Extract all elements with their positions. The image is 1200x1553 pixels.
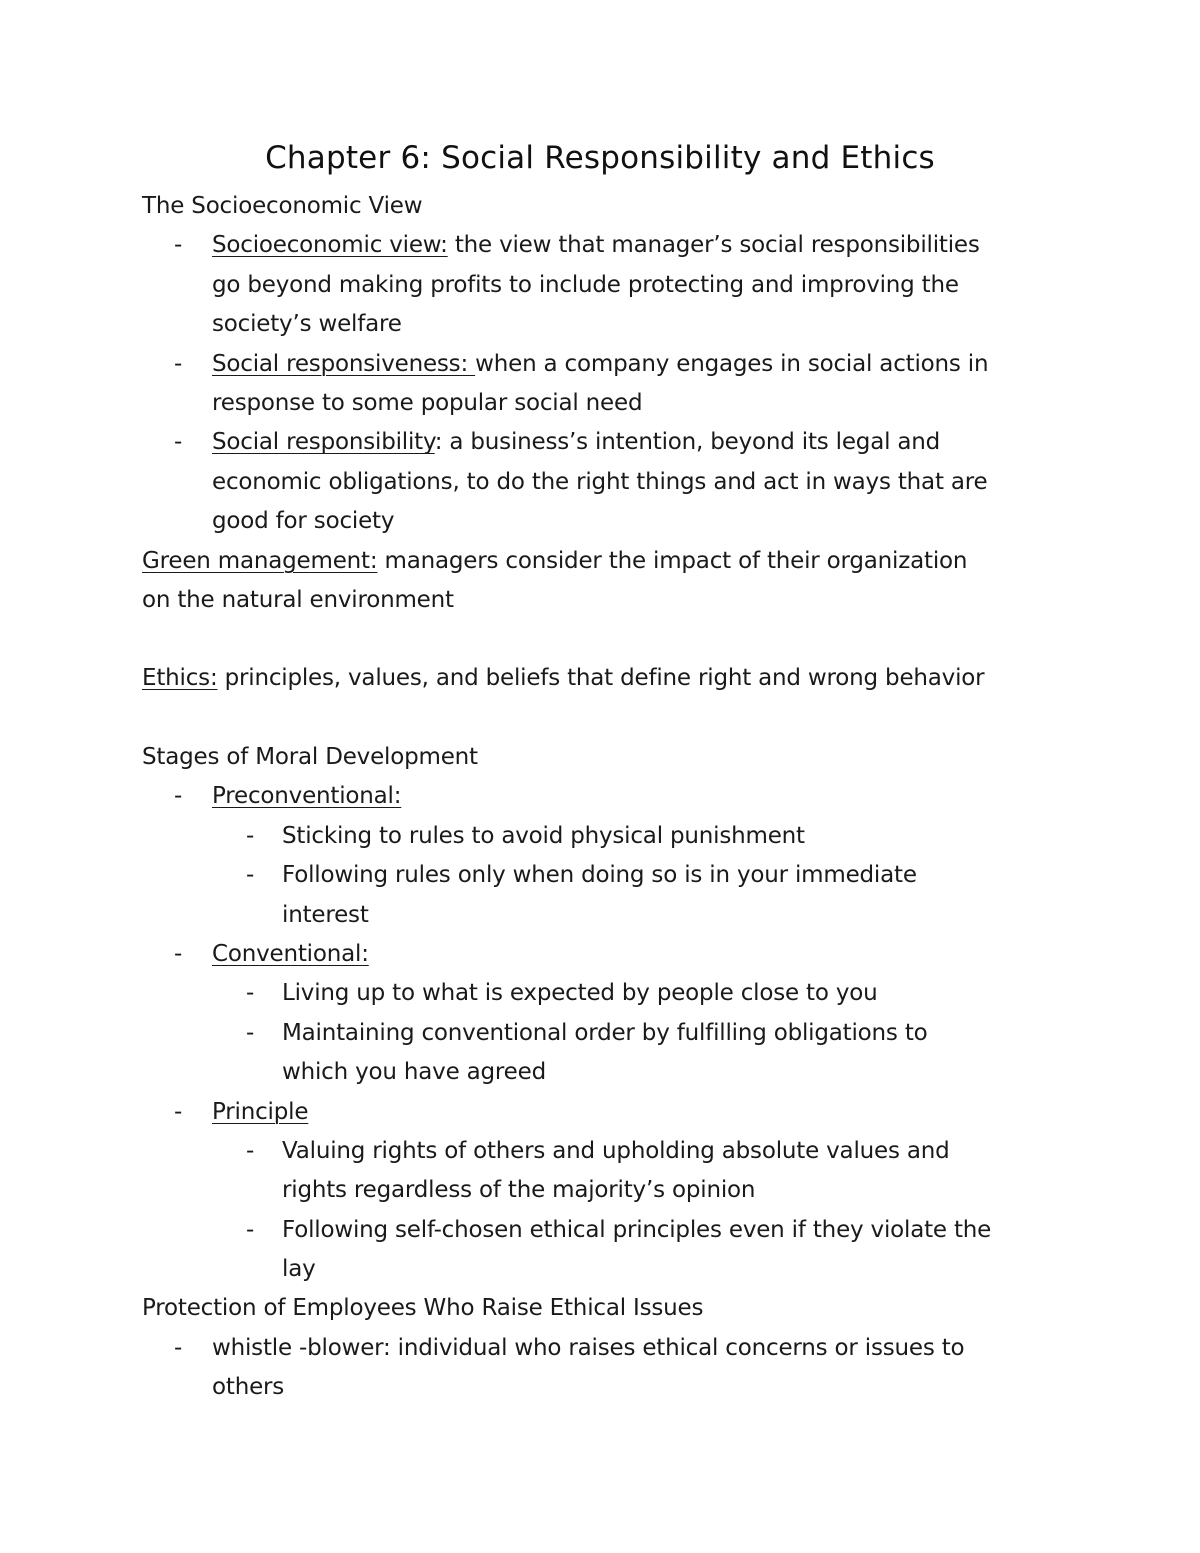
dash-bullet: - — [174, 232, 183, 259]
dash-bullet: - — [246, 1137, 255, 1164]
point-text: Living up to what is expected by people close to you — [282, 980, 878, 1007]
term-label: Social responsibility — [212, 429, 435, 456]
stage-point — [142, 1014, 1082, 1053]
dash-bullet: - — [174, 1098, 183, 1125]
term-label: Socioeconomic view: — [212, 232, 448, 259]
definition-continuation: society’s welfare — [212, 311, 402, 338]
socioeconomic-section — [142, 187, 1082, 620]
dash-bullet: - — [174, 429, 183, 456]
stage-point — [142, 1132, 1082, 1171]
definition-continuation: go beyond making profits to include protecting and improving the — [212, 271, 959, 298]
section-heading: Stages of Moral Development — [142, 744, 478, 770]
point-text: Sticking to rules to avoid physical punishment — [282, 822, 805, 849]
term-label: Green management: — [142, 547, 378, 574]
list-item — [142, 345, 1082, 384]
point-text: Maintaining conventional order by fulfilling obligations to — [282, 1019, 928, 1046]
point-continuation: interest — [282, 901, 369, 928]
stage-label: Principle — [212, 1098, 309, 1125]
ethics-paragraph — [142, 659, 1082, 698]
section-heading: Protection of Employees Who Raise Ethical Issues — [142, 1295, 704, 1322]
list-item — [142, 423, 1082, 462]
term-label: Social responsiveness: — [212, 350, 476, 377]
green-management-paragraph — [142, 542, 1082, 581]
definition-continuation: others — [212, 1374, 285, 1401]
definition-continuation: on the natural environment — [142, 586, 454, 613]
definition-text: the view that manager’s social responsibilities — [447, 232, 980, 259]
definition-continuation: response to some popular social need — [212, 389, 643, 416]
point-continuation: lay — [282, 1256, 316, 1283]
stage-point — [142, 974, 1082, 1013]
term-label: Ethics: — [142, 665, 218, 691]
stage-item — [142, 935, 1082, 974]
ethics-section — [142, 659, 1082, 698]
definition-continuation: economic obligations, to do the right things and act in ways that are — [212, 468, 988, 495]
point-continuation: rights regardless of the majority’s opinion — [282, 1177, 756, 1204]
stage-item — [142, 1093, 1082, 1132]
dash-bullet: - — [174, 350, 183, 377]
stage-item — [142, 777, 1082, 816]
dash-bullet: - — [174, 783, 183, 810]
stage-label: Conventional: — [212, 940, 369, 967]
point-text: Valuing rights of others and upholding absolute values and — [282, 1137, 950, 1164]
stage-point — [142, 817, 1082, 856]
list-item — [142, 1329, 1082, 1368]
dash-bullet: - — [246, 980, 255, 1007]
point-text: Following self-chosen ethical principles even if they violate the — [282, 1216, 992, 1243]
dash-bullet: - — [174, 1334, 183, 1361]
definition-text: : a business’s intention, beyond its legal and — [434, 429, 941, 456]
dash-bullet: - — [246, 1216, 255, 1243]
definition-text: when a company engages in social actions in — [475, 350, 989, 377]
definition-continuation: good for society — [212, 508, 395, 535]
definition-text: whistle -blower: individual who raises ethical concerns or issues to — [212, 1334, 965, 1361]
section-heading: The Socioeconomic View — [142, 193, 423, 219]
page-title: Chapter 6: Social Responsibility and Ethics — [265, 140, 935, 176]
stage-point — [142, 856, 1082, 895]
point-text: Following rules only when doing so is in your immediate — [282, 862, 917, 889]
definition-text: managers consider the impact of their organization — [377, 547, 968, 574]
stage-point — [142, 1211, 1082, 1250]
point-continuation: which you have agreed — [282, 1059, 546, 1086]
list-item — [142, 226, 1082, 265]
dash-bullet: - — [246, 1019, 255, 1046]
dash-bullet: - — [246, 822, 255, 849]
definition-text: principles, values, and beliefs that define right and wrong behavior — [217, 665, 985, 691]
dash-bullet: - — [246, 862, 255, 889]
dash-bullet: - — [174, 940, 183, 967]
moral-development-section — [142, 738, 1082, 1408]
stage-label: Preconventional: — [212, 783, 402, 810]
